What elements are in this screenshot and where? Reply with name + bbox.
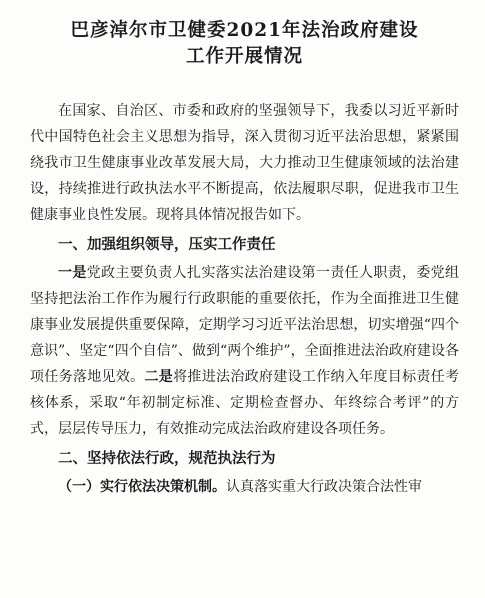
section1-paragraph xyxy=(30,260,459,442)
section1-text-1: 党政主要负责人扎实落实法治建设第一责任人职责，委党组坚持把法治工作作为履行行政职能的重要依托，作为全面推进卫生健康事业发展提供重要保障，定期学习习近平法治思想，切实增强“四个意识”、坚定“四个自信”、做到“两个维护”，全面推进法治政府建设各项任务落地见效。 xyxy=(30,265,460,385)
section1-heading: 一、加强组织领导，压实工作责任 xyxy=(58,237,276,253)
intro-paragraph: 在国家、自治区、市委和政府的坚强领导下，我委以习近平新时代中国特色社会主义思想为指导，深入贯彻习近平法治思想，紧紧围绕我市卫生健康事业改革发展大局，大力推动卫生健康领域的法治建设，持续推进行政执法水平不断提高，依法履职尽职，促进我市卫生健康事业良性发展。现将具体情况报告如下。 xyxy=(30,103,459,223)
section1-lead-1: 一是 xyxy=(58,265,87,281)
section2-sub-lead: （一）实行依法决策机制。 xyxy=(58,479,226,495)
section1-text-2: 将推进法治政府建设工作纳入年度目标责任考核体系，采取“年初制定标准、定期检查督办、年终综合考评”的方式，层层传导压力，有效推动完成法治政府建设各项任务。 xyxy=(30,369,460,437)
section2-subsection-line xyxy=(30,474,459,500)
document-title-line2: 工作开展情况 xyxy=(185,46,303,67)
document-title-line1: 巴彦淖尔市卫健委2021年法治政府建设 xyxy=(70,20,419,41)
section1-lead-2: 二是 xyxy=(144,369,174,385)
section2-sub-text: 认真落实重大行政决策合法性审 xyxy=(226,479,422,495)
section2-heading: 二、坚持依法行政，规范执法行为 xyxy=(58,451,276,467)
